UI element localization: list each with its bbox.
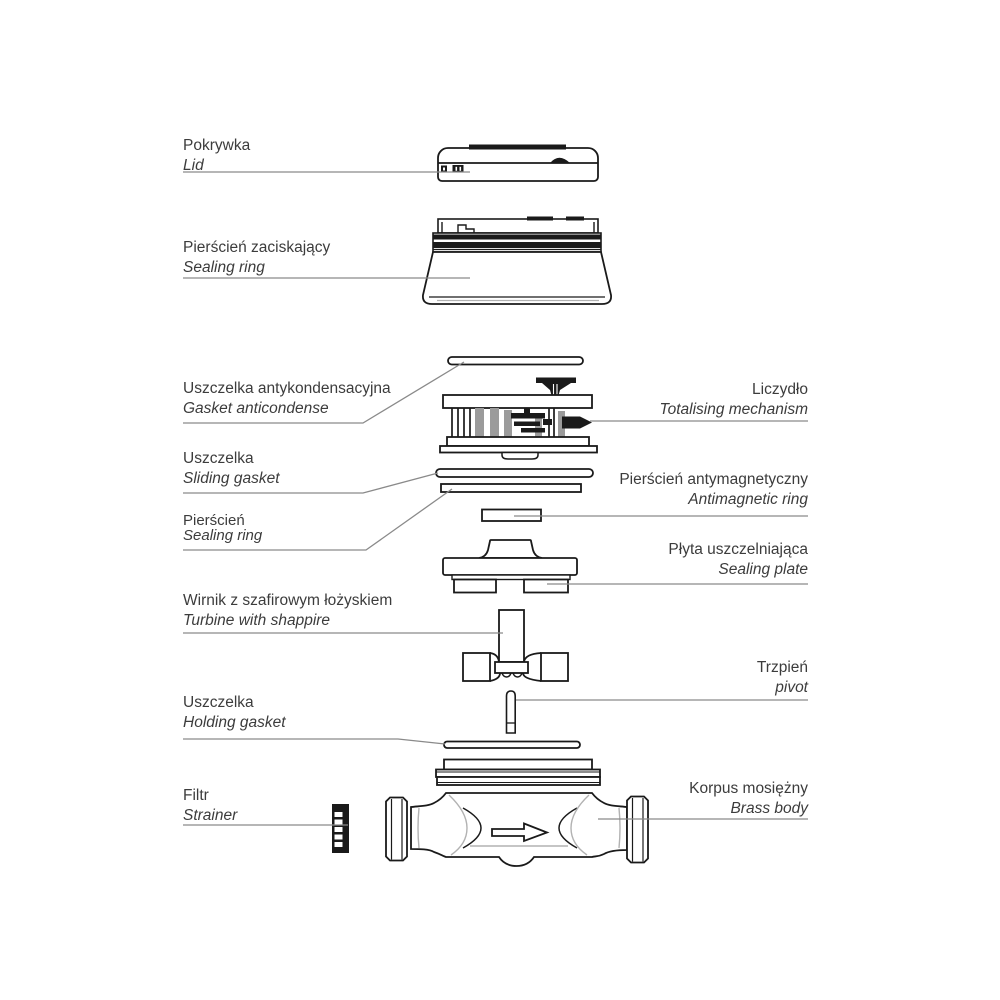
label-sealing-ring-flat	[183, 513, 262, 543]
label-clamping-ring-pl: Pierścień zaciskający	[183, 239, 331, 256]
label-sealing-ring-flat-pl: Pierścień	[183, 512, 245, 529]
label-antimagnetic-ring	[619, 470, 808, 510]
label-pivot-pl: Trzpień	[756, 659, 808, 676]
label-anticondense-gasket-en: Gasket anticondense	[183, 400, 329, 417]
label-antimagnetic-ring-pl: Pierścień antymagnetyczny	[619, 471, 808, 488]
label-holding-gasket-pl: Uszczelka	[183, 694, 254, 711]
label-clamping-ring-en: Sealing ring	[183, 259, 265, 276]
label-brass-body	[689, 779, 808, 819]
label-lid-pl: Pokrywka	[183, 137, 251, 154]
label-strainer-pl: Filtr	[183, 787, 209, 804]
totalising-mechanism-drawing	[440, 378, 597, 460]
label-strainer-en: Strainer	[183, 807, 238, 824]
label-sealing-ring-flat-en: Sealing ring	[183, 527, 263, 544]
label-lid-en: Lid	[183, 157, 204, 174]
label-sliding-gasket	[183, 449, 280, 489]
strainer-drawing	[332, 804, 349, 853]
label-anticondense-gasket	[183, 379, 391, 419]
label-turbine-pl: Wirnik z szafirowym łożyskiem	[183, 592, 393, 609]
anticondense-gasket-drawing	[448, 357, 583, 365]
pivot-pin-drawing	[507, 691, 516, 733]
sliding-gasket-drawing	[436, 469, 593, 477]
label-holding-gasket-en: Holding gasket	[183, 714, 286, 731]
label-brass-body-pl: Korpus mosiężny	[689, 780, 808, 797]
label-sealing-plate	[668, 540, 808, 580]
antimagnetic-ring-drawing	[482, 510, 541, 522]
holding-gasket-drawing	[444, 742, 580, 749]
clamping-ring-drawing	[423, 217, 611, 305]
label-sealing-plate-en: Sealing plate	[718, 561, 808, 578]
label-pivot	[757, 658, 808, 698]
label-strainer	[183, 786, 237, 826]
label-sealing-plate-pl: Płyta uszczelniająca	[668, 541, 808, 558]
label-brass-body-en: Brass body	[730, 800, 808, 817]
turbine-drawing	[463, 610, 568, 681]
label-sliding-gasket-en: Sliding gasket	[183, 470, 280, 487]
label-totalising-mechanism-pl: Liczydło	[752, 381, 808, 398]
label-turbine	[183, 591, 392, 631]
label-holding-gasket	[183, 693, 286, 733]
lid-drawing	[438, 145, 598, 182]
label-turbine-en: Turbine with shappire	[183, 612, 331, 629]
label-antimagnetic-ring-en: Antimagnetic ring	[688, 491, 808, 508]
brass-body-drawing	[386, 760, 648, 867]
label-anticondense-gasket-pl: Uszczelka antykondensacyjna	[183, 380, 391, 397]
sealing-ring-flat-drawing	[441, 484, 581, 492]
label-clamping-ring	[183, 238, 330, 278]
label-pivot-en: pivot	[775, 679, 808, 696]
label-lid	[183, 136, 250, 176]
leader-holding-gasket	[183, 739, 445, 744]
label-sliding-gasket-pl: Uszczelka	[183, 450, 254, 467]
label-totalising-mechanism-en: Totalising mechanism	[659, 401, 808, 418]
label-totalising-mechanism	[660, 380, 808, 420]
